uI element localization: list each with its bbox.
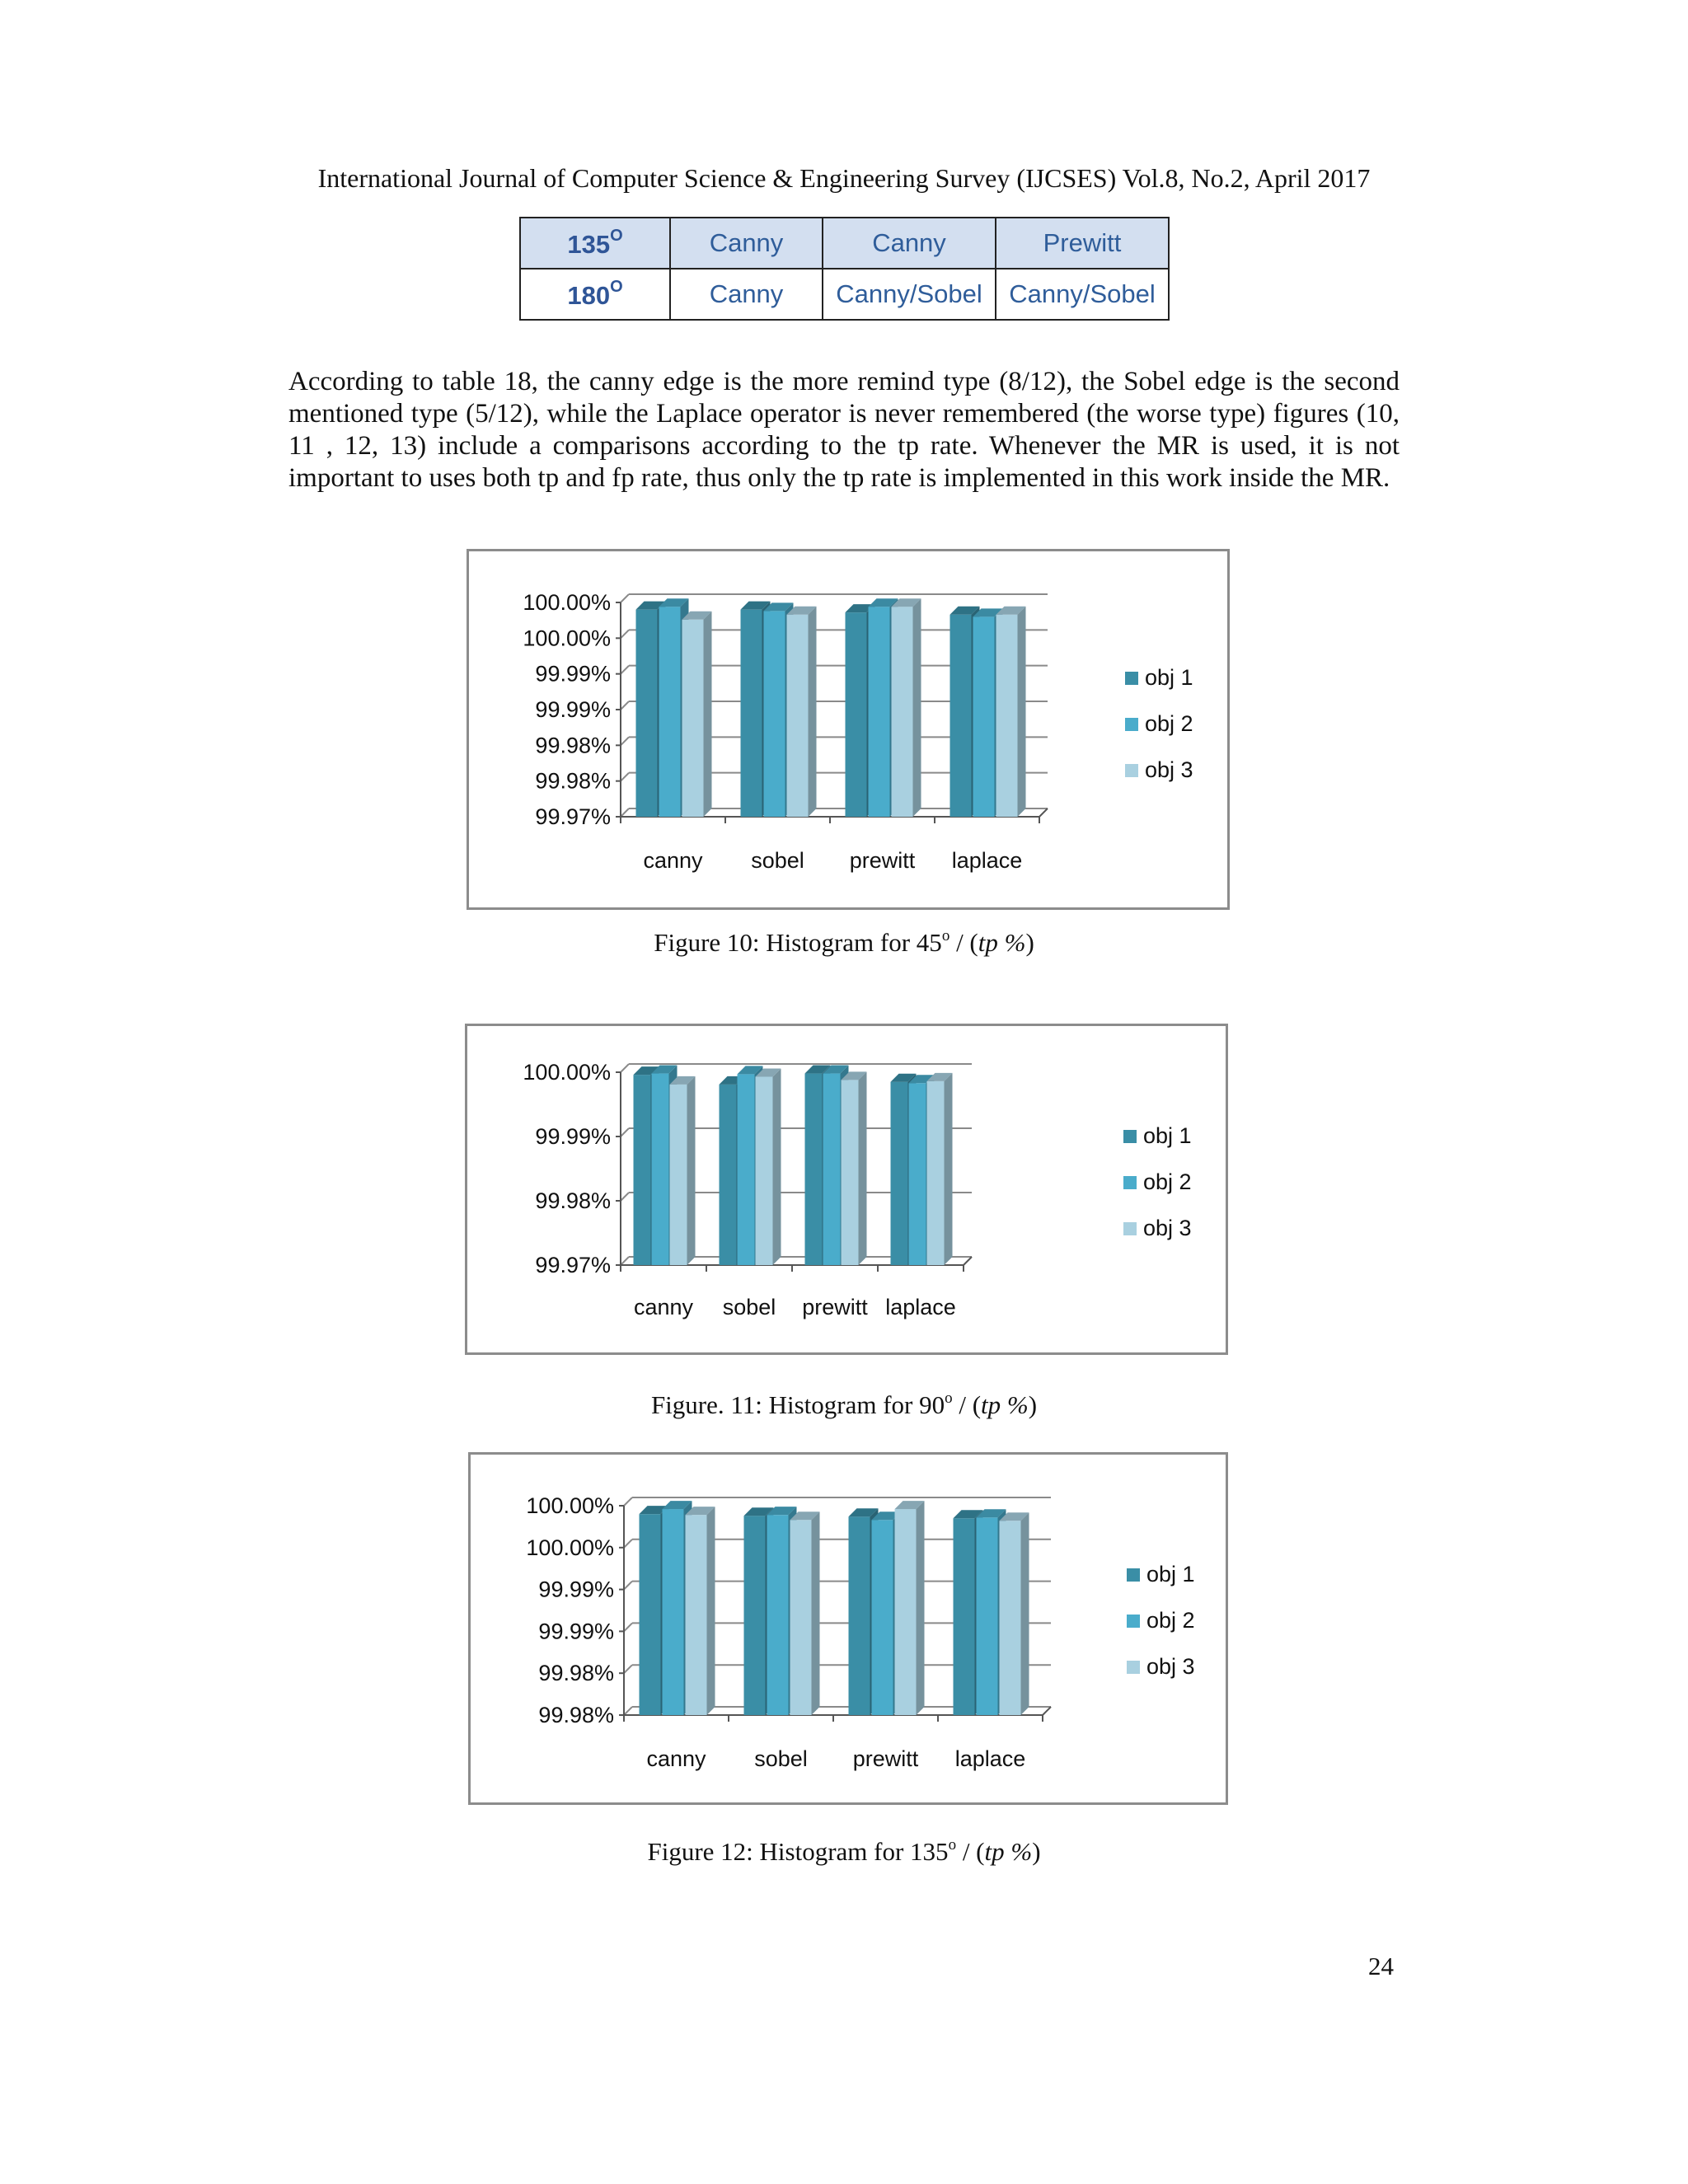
bar-obj1-canny <box>636 610 658 817</box>
bar-obj2-canny <box>663 1509 684 1715</box>
gridline-side <box>624 1623 632 1631</box>
table-cell: Canny/Sobel <box>996 269 1169 320</box>
y-tick-label: 99.99% <box>538 1619 614 1644</box>
x-category-label: sobel <box>754 1746 808 1771</box>
y-tick-label: 99.99% <box>535 661 611 687</box>
bar-obj3-canny <box>686 1515 707 1715</box>
table-row <box>520 218 1169 269</box>
floor-edge <box>1043 1707 1051 1715</box>
y-tick-label: 99.98% <box>538 1661 614 1686</box>
y-tick-label: 99.98% <box>535 768 611 794</box>
gridline-side <box>621 1257 629 1265</box>
x-category-label: prewitt <box>849 848 916 873</box>
caption-italic: tp % <box>978 928 1026 957</box>
caption-text: / ( <box>956 1837 985 1866</box>
table-cell: Canny/Sobel <box>823 269 996 320</box>
legend-label: obj 1 <box>1145 665 1193 690</box>
x-category-label: sobel <box>751 848 804 873</box>
x-category-label: canny <box>633 1295 694 1319</box>
floor-edge <box>964 1257 972 1265</box>
gridline-side <box>624 1540 632 1548</box>
chart-svg <box>469 551 1227 907</box>
legend-label: obj 1 <box>1146 1562 1195 1586</box>
y-tick-label: 100.00% <box>523 590 611 615</box>
bar-obj2-laplace <box>977 1517 998 1715</box>
y-tick-label: 99.98% <box>535 733 611 758</box>
bar-obj1-laplace <box>954 1518 975 1715</box>
page-number: 24 <box>1368 1952 1394 1980</box>
bar-obj1-laplace <box>891 1082 908 1265</box>
bar-obj3-sobel <box>787 615 809 817</box>
y-tick-label: 99.97% <box>535 1253 611 1277</box>
bar-obj1-canny <box>640 1514 661 1715</box>
table-cell-angle <box>520 269 670 320</box>
table-cell: Canny <box>670 269 823 320</box>
bar-obj1-laplace <box>950 615 972 817</box>
bar-side <box>812 1511 820 1715</box>
legend-swatch <box>1127 1568 1140 1582</box>
table-cell-angle <box>520 218 670 269</box>
comparison-table <box>519 217 1170 321</box>
bar-side <box>945 1073 953 1265</box>
bar-obj2-laplace <box>973 616 995 817</box>
legend-swatch <box>1125 672 1138 685</box>
bar-side <box>913 598 921 817</box>
figure-12-caption <box>0 1836 1688 1867</box>
bar-side <box>917 1501 925 1715</box>
gridline-side <box>621 773 629 781</box>
gridline-side <box>624 1707 632 1715</box>
bar-obj1-sobel <box>720 1085 737 1265</box>
bar-side <box>1021 1512 1029 1715</box>
bar-obj3-prewitt <box>892 607 913 817</box>
bar-obj1-prewitt <box>805 1074 823 1265</box>
y-tick-label: 99.97% <box>535 804 611 829</box>
figure-11-caption <box>0 1390 1688 1420</box>
bar-obj2-sobel <box>767 1515 789 1715</box>
bar-obj3-laplace <box>996 615 1018 817</box>
gridline-side <box>621 594 629 602</box>
x-category-label: canny <box>646 1746 706 1771</box>
gridline-side <box>621 630 629 638</box>
bar-side <box>687 1076 696 1265</box>
caption-text: / ( <box>950 928 978 957</box>
bar-obj2-canny <box>652 1074 669 1265</box>
body-paragraph: According to table 18, the canny edge is the more remind type (8/12), the Sobel edge is the second mentioned type (5/12), while the Laplace operator is never remembered (the worse type) figures (10, 11 , 12, 13) include a comparisons according to the tp rate. Whenever the MR is used, it is not important to uses both tp and fp rate, thus only the tp rate is implemented in this work inside the MR. <box>288 367 1400 493</box>
degree-sup: O <box>610 227 623 245</box>
bar-obj3-canny <box>682 620 704 817</box>
degree-sup: o <box>948 1836 957 1854</box>
bar-side <box>773 1068 781 1265</box>
bar-obj2-sobel <box>738 1074 755 1265</box>
bar-obj1-sobel <box>741 610 762 817</box>
caption-text: ) <box>1028 1390 1038 1419</box>
legend-swatch <box>1127 1615 1140 1628</box>
bar-obj3-prewitt <box>895 1509 917 1715</box>
bar-obj1-canny <box>634 1075 651 1265</box>
y-tick-label: 100.00% <box>523 626 611 651</box>
legend-label: obj 3 <box>1143 1216 1192 1240</box>
x-category-label: prewitt <box>852 1746 919 1771</box>
x-category-label: laplace <box>954 1746 1026 1771</box>
caption-text: Figure 12: Histogram for 135 <box>647 1837 949 1866</box>
y-tick-label: 99.98% <box>538 1703 614 1727</box>
bar-obj2-prewitt <box>869 607 890 817</box>
legend-label: obj 2 <box>1146 1608 1195 1633</box>
legend-swatch <box>1127 1661 1140 1674</box>
bar-obj3-laplace <box>927 1081 945 1265</box>
caption-text: / ( <box>952 1390 982 1419</box>
bar-obj1-sobel <box>744 1516 766 1715</box>
caption-text: Figure 10: Histogram for 45 <box>654 928 942 957</box>
running-header: International Journal of Computer Science & Engineering Survey (IJCSES) Vol.8, No.2, April 2017 <box>317 163 1371 193</box>
table-row <box>520 269 1169 320</box>
caption-text: ) <box>1032 1837 1041 1866</box>
gridline-side <box>624 1582 632 1590</box>
bar-side <box>704 612 712 817</box>
bar-side <box>809 607 817 817</box>
x-category-label: sobel <box>722 1295 776 1319</box>
y-tick-label: 99.99% <box>538 1577 614 1602</box>
x-category-label: laplace <box>885 1295 956 1319</box>
figure-11-chart <box>465 1024 1228 1355</box>
bar-obj2-laplace <box>909 1083 926 1265</box>
angle-value: 180 <box>567 281 611 310</box>
gridline-side <box>621 701 629 710</box>
legend-swatch <box>1125 718 1138 731</box>
bar-obj1-prewitt <box>849 1516 870 1715</box>
x-category-label: prewitt <box>802 1295 868 1319</box>
bar-obj2-prewitt <box>823 1074 841 1265</box>
y-tick-label: 100.00% <box>526 1535 614 1560</box>
gridline-side <box>621 1193 629 1201</box>
angle-value: 135 <box>567 230 611 259</box>
degree-sup: O <box>610 278 623 296</box>
gridline-side <box>621 666 629 674</box>
bar-obj3-laplace <box>1000 1521 1021 1715</box>
caption-text: Figure. 11: Histogram for 90 <box>650 1390 945 1419</box>
legend-swatch <box>1123 1222 1137 1235</box>
gridline-side <box>621 1064 629 1072</box>
bar-obj2-canny <box>659 607 681 817</box>
bar-obj1-prewitt <box>846 612 867 817</box>
y-tick-label: 99.98% <box>535 1188 611 1213</box>
legend-swatch <box>1123 1176 1137 1189</box>
legend-label: obj 1 <box>1143 1123 1192 1148</box>
x-category-label: laplace <box>951 848 1023 873</box>
gridline-side <box>621 808 629 817</box>
bar-obj2-sobel <box>764 611 785 817</box>
figure-10-chart <box>467 549 1230 910</box>
floor-edge <box>1039 808 1048 817</box>
table-cell: Canny <box>670 218 823 269</box>
caption-italic: tp % <box>984 1837 1033 1866</box>
figure-10-caption <box>0 927 1688 958</box>
degree-sup: o <box>941 927 950 944</box>
bar-side <box>707 1507 715 1715</box>
bar-side <box>1018 607 1026 817</box>
degree-sup: o <box>945 1390 953 1407</box>
x-category-label: canny <box>643 848 703 873</box>
legend-swatch <box>1125 764 1138 777</box>
table-cell: Prewitt <box>996 218 1169 269</box>
legend-label: obj 3 <box>1146 1654 1195 1679</box>
chart-svg <box>467 1026 1226 1352</box>
y-tick-label: 99.99% <box>535 697 611 722</box>
legend-label: obj 3 <box>1145 757 1193 782</box>
legend-label: obj 2 <box>1143 1169 1192 1194</box>
legend-label: obj 2 <box>1145 711 1193 736</box>
bar-obj3-canny <box>670 1085 687 1265</box>
bar-side <box>859 1071 867 1265</box>
y-tick-label: 99.99% <box>535 1124 611 1149</box>
bar-obj3-sobel <box>756 1076 773 1265</box>
bar-obj2-prewitt <box>872 1520 893 1715</box>
y-tick-label: 100.00% <box>523 1060 611 1085</box>
gridline-side <box>621 1128 629 1137</box>
figure-12-chart <box>468 1452 1228 1805</box>
bar-obj3-prewitt <box>842 1080 859 1265</box>
gridline-side <box>621 737 629 745</box>
caption-text: ) <box>1025 928 1034 957</box>
caption-italic: tp % <box>981 1390 1029 1419</box>
legend-swatch <box>1123 1130 1137 1143</box>
bar-obj3-sobel <box>790 1520 812 1715</box>
chart-svg <box>471 1455 1226 1802</box>
y-tick-label: 100.00% <box>526 1493 614 1518</box>
gridline-side <box>624 1497 632 1506</box>
gridline-side <box>624 1665 632 1673</box>
table-cell: Canny <box>823 218 996 269</box>
